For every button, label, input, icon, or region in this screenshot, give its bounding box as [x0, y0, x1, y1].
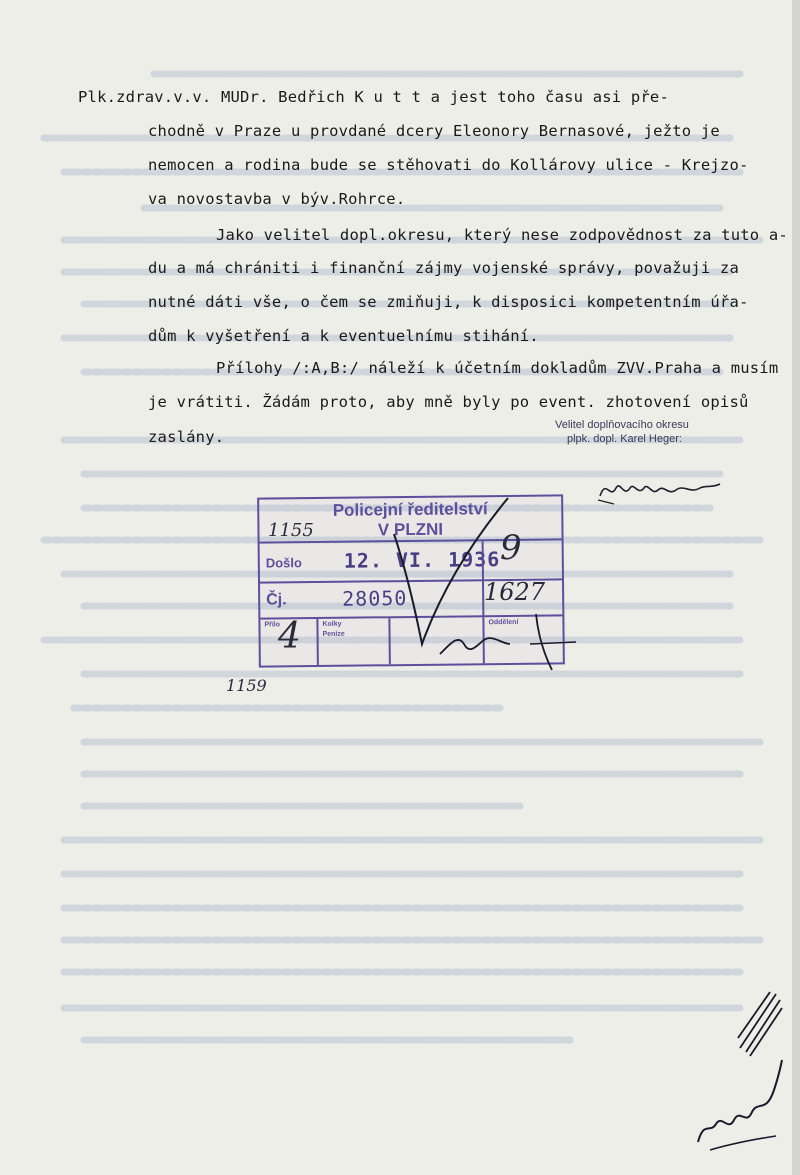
commander-stamp-line-2: plpk. dopl. Karel Heger: [567, 433, 682, 445]
letter-line-4: va novostavba v býv.Rohrce. [148, 190, 406, 208]
received-label: Došlo [265, 555, 303, 571]
letter-line-11: zaslány. [148, 428, 225, 446]
money-label: Peníze [322, 630, 345, 638]
handwritten-number-9: 9 [500, 528, 522, 568]
stamp-divider [316, 619, 318, 665]
police-stamp-title: Policejní ředitelství [332, 499, 488, 520]
letter-line-2: chodně v Praze u provdané dcery Eleonory Bernasové, ježto je [148, 122, 720, 140]
commander-stamp [555, 418, 689, 446]
letter-line-3: nemocen a rodina bude se stěhovati do Kollárovy ulice - Krejzo- [148, 156, 749, 174]
handwritten-number-1627: 1627 [484, 578, 546, 606]
stamps-label: Kolky [322, 620, 342, 628]
initials-signature [690, 1050, 790, 1160]
letter-line-5: Jako velitel dopl.okresu, který nese zodpovědnost za tuto a- [216, 226, 788, 244]
handwritten-number-1155: 1155 [268, 520, 314, 541]
received-date: 12. VI. 1936 [343, 547, 501, 573]
attachments-label: Přílo [264, 621, 281, 629]
letter-line-10: je vrátiti. Žádám proto, aby mně byly po event. zhotovení opisů [148, 393, 749, 411]
handwritten-number-1159: 1159 [226, 676, 267, 695]
commander-signature [596, 470, 726, 510]
reference-label: Čj. [266, 591, 287, 609]
letter-line-8: dům k vyšetření a k eventuelnímu stihání. [148, 327, 539, 345]
letter-line-1: Plk.zdrav.v.v. MUDr. Bedřich K u t t a jest toho času asi pře- [78, 88, 669, 106]
handwritten-number-4: 4 [278, 616, 301, 657]
handwritten-marks [380, 494, 580, 674]
police-stamp-city: V PLZNI [377, 519, 444, 540]
letter-line-6: du a má chrániti i finanční zájmy vojenské správy, považuji za [148, 259, 739, 277]
commander-stamp-line-1: Velitel doplňovacího okresu [555, 419, 689, 431]
reference-number: 28050 [342, 586, 408, 611]
department-label: Oddělení [488, 618, 519, 627]
letter-line-7: nutné dáti vše, o čem se zmiňuji, k disposici kompetentním úřa- [148, 293, 749, 311]
letter-line-9: Přílohy /:A,B:/ náleží k účetním dokladům ZVV.Praha a musím [216, 359, 779, 377]
